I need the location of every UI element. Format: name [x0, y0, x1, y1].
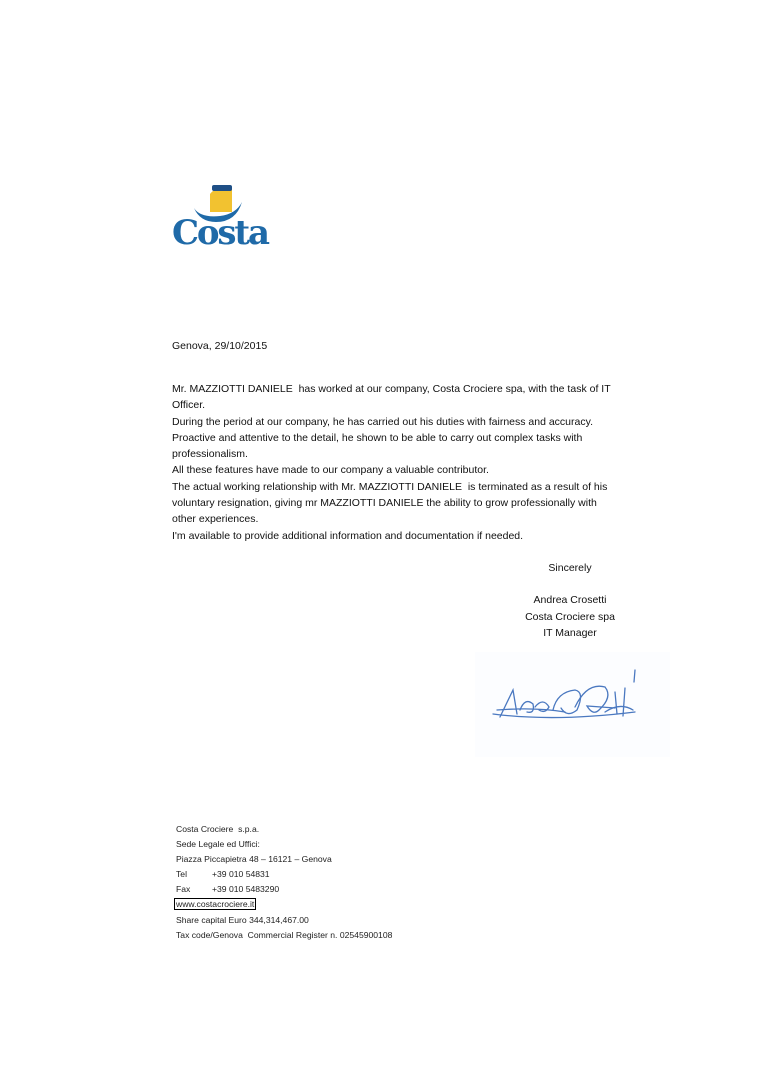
tel-number: +39 010 54831 [212, 869, 270, 880]
logo-funnel [210, 188, 232, 212]
logo-wordmark: Costa [172, 213, 270, 248]
body-line: voluntary resignation, giving mr MAZZIOTTI DANIELE the ability to grow professionally with [172, 497, 597, 510]
footer-company: Costa Crociere s.p.a. [176, 824, 260, 834]
footer-website [176, 897, 392, 912]
letter-date: Genova, 29/10/2015 [172, 340, 268, 352]
letter-footer [176, 822, 392, 943]
signer-company: Costa Crociere spa [525, 611, 615, 623]
footer-tax-code: Tax code/Genova Commercial Register n. 02545900108 [176, 929, 393, 940]
footer-address: Piazza Piccapietra 48 – 16121 – Genova [176, 854, 332, 865]
signer-title: IT Manager [543, 627, 597, 639]
body-line: other experiences. [172, 513, 259, 526]
letter-body [172, 381, 611, 544]
body-line: I'm available to provide additional information and documentation if needed. [172, 529, 524, 542]
handwritten-signature [475, 652, 670, 757]
footer-share-capital: Share capital Euro 344,314,467.00 [176, 914, 309, 925]
body-line: professionalism. [172, 448, 248, 461]
logo-funnel-cap [212, 185, 232, 191]
costa-logo [170, 182, 274, 248]
footer-fax [176, 882, 392, 897]
tel-label: Tel [176, 869, 187, 880]
footer-tel [176, 867, 392, 882]
body-line: During the period at our company, he has carried out his duties with fairness and accuracy. [172, 415, 593, 428]
body-line: Officer. [172, 399, 206, 412]
footer-office: Sede Legale ed Uffici: [176, 839, 260, 850]
website-link[interactable]: www.costacrociere.it [176, 899, 255, 910]
closing-salutation: Sincerely [548, 562, 592, 574]
body-line: Mr. MAZZIOTTI DANIELE has worked at our company, Costa Crociere spa, with the task of IT [172, 383, 611, 395]
fax-number: +39 010 5483290 [212, 884, 280, 895]
body-line: Proactive and attentive to the detail, he shown to be able to carry out complex tasks with [172, 431, 583, 444]
signer-name: Andrea Crosetti [533, 594, 607, 606]
body-line: All these features have made to our company a valuable contributor. [172, 464, 489, 477]
fax-label: Fax [176, 884, 191, 895]
body-line: The actual working relationship with Mr. MAZZIOTTI DANIELE is terminated as a result of his [172, 480, 608, 493]
